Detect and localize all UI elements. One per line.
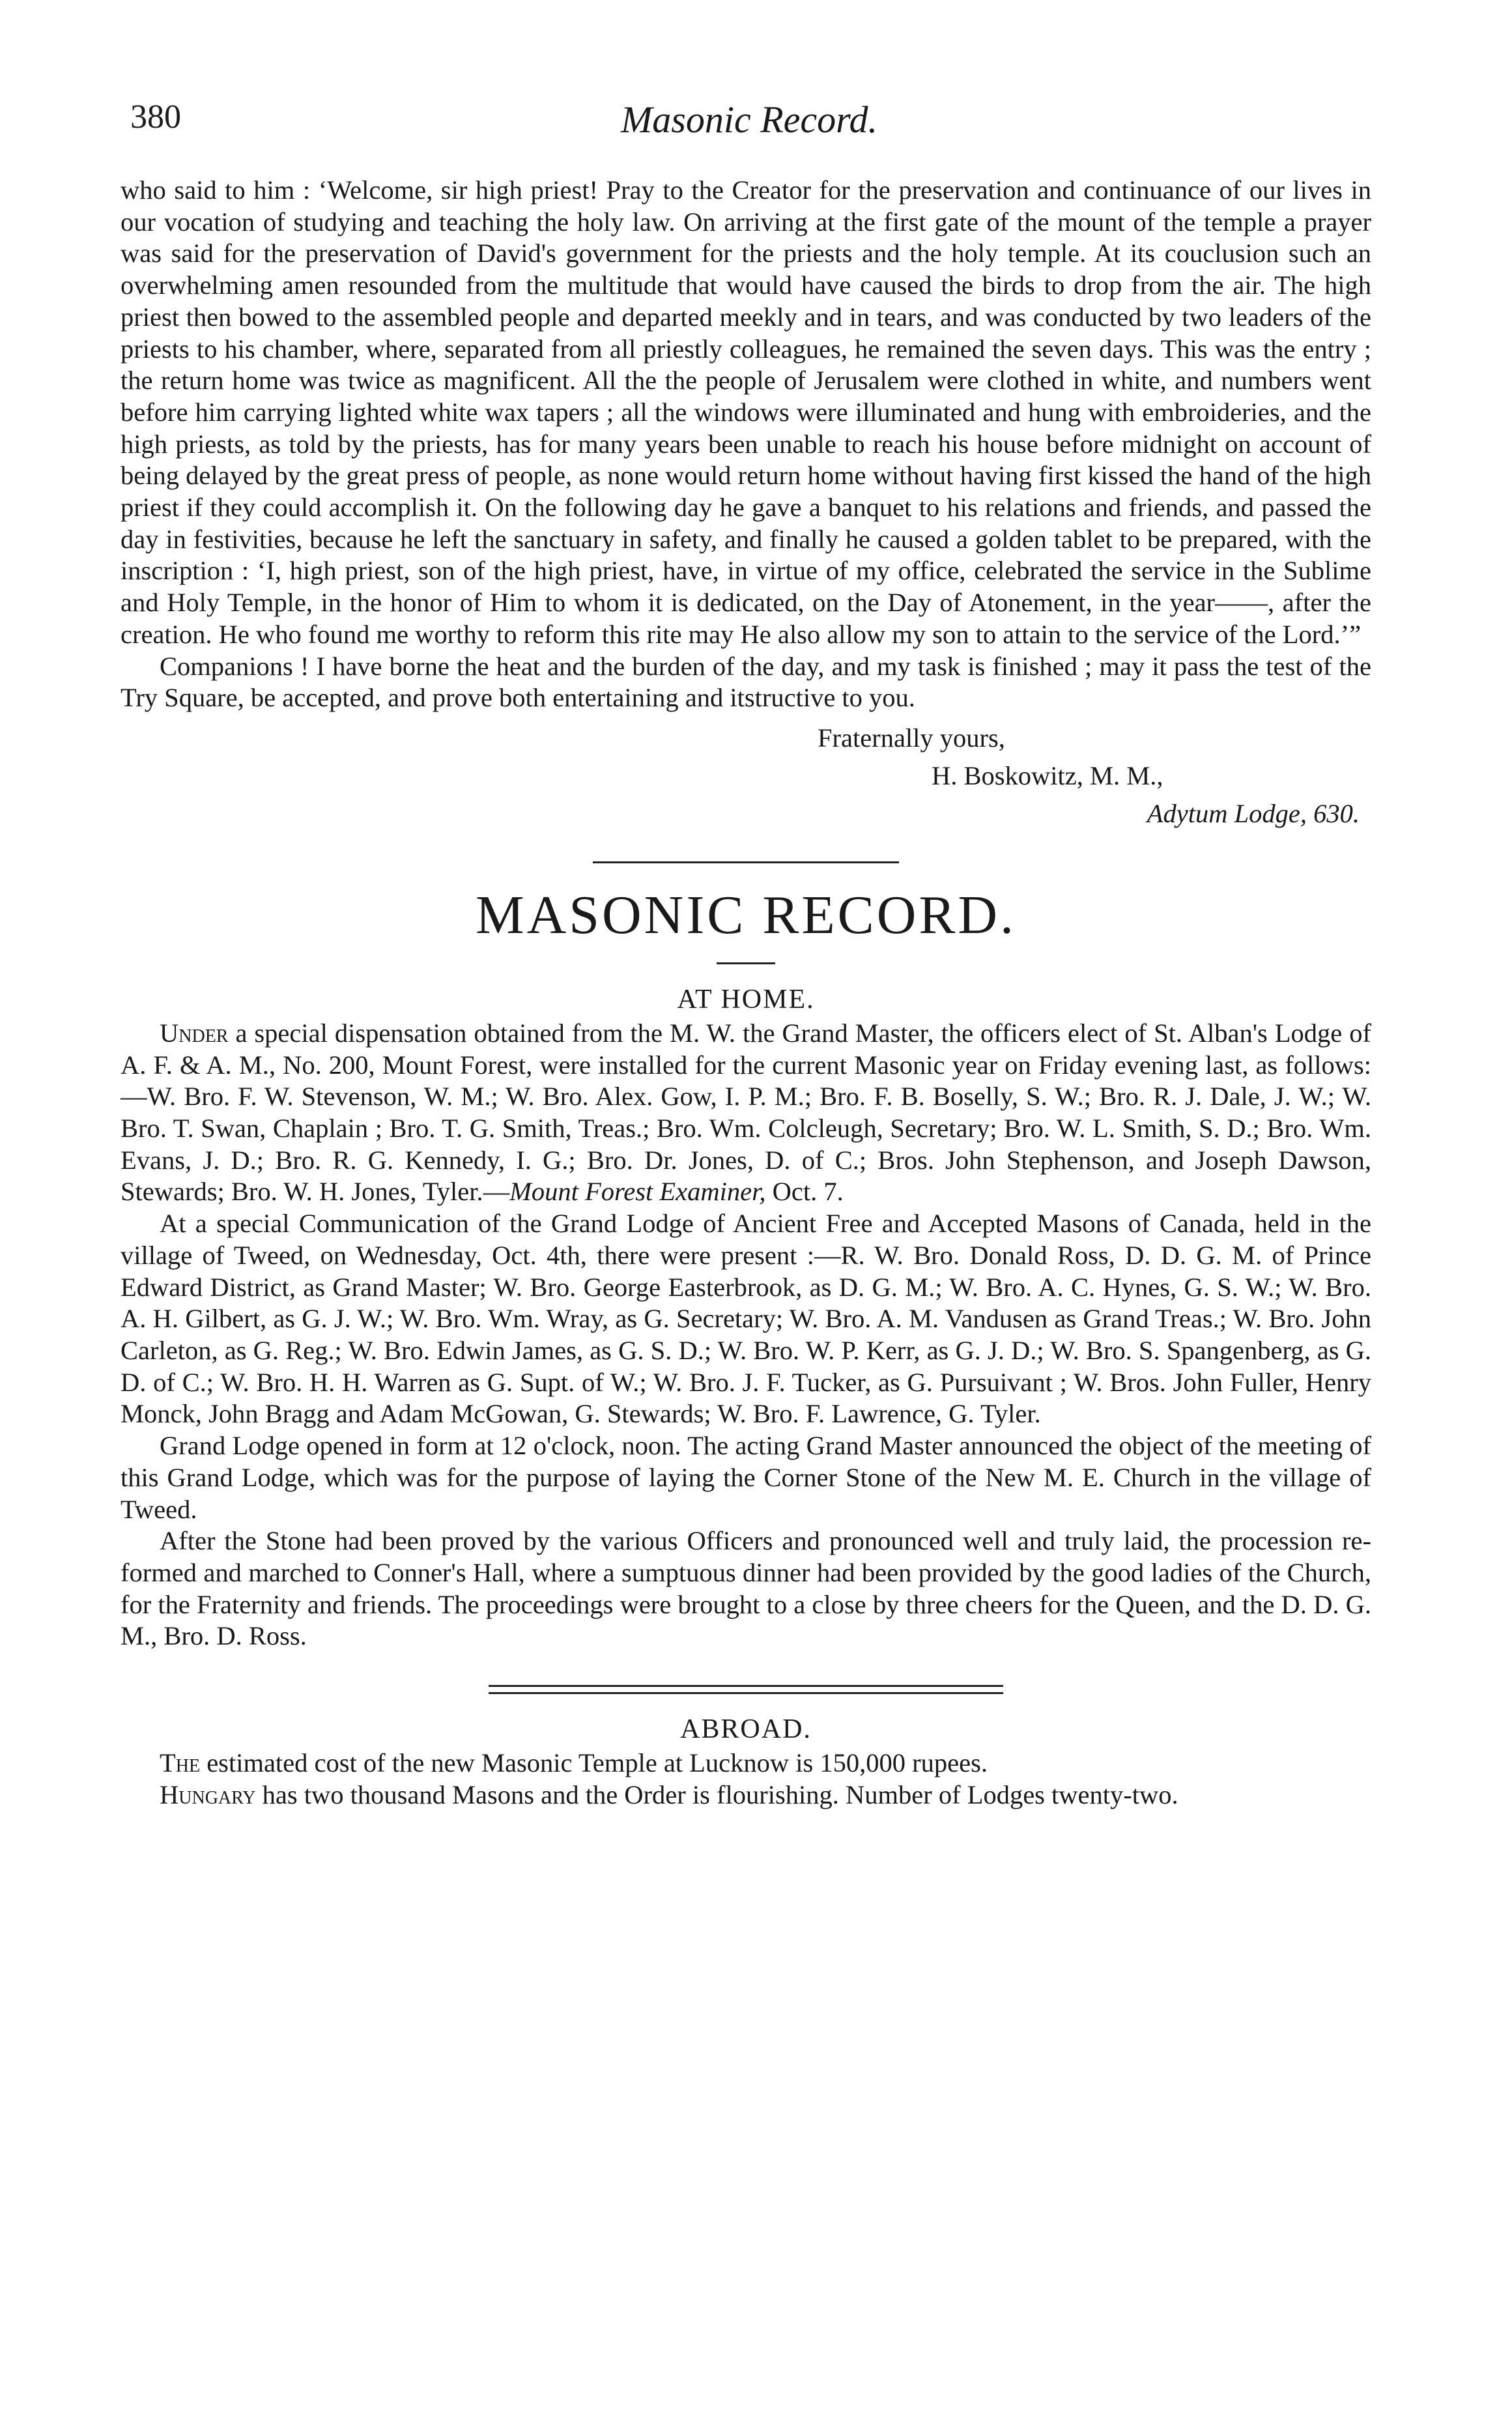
at-home-paragraph: At a special Communication of the Grand Lodge of Ancient Free and Accepted Masons of Canada, held in the village of Tweed, on Wednesday, Oct. 4th, there were present :—R. W. Bro. Donald Ross, D. D. G. M. of Prince Edward District, as Grand Master; W. Bro. George Easterbrook, as D. G. M.; W. Bro. A. C. Hynes, G. S. W.; W. Bro. A. H. Gilbert, as G. J. W.; W. Bro. Wm. Wray, as G. Secretary; W. Bro. A. M. Vandusen as Grand Treas.; W. Bro. John Carleton, as G. Reg.; W. Bro. Edwin James, as G. S. D.; W. Bro. W. P. Kerr, as G. J. D.; W. Bro. S. Spangenberg, as G. D. of C.; W. Bro. H. H. Warren as G. Supt. of W.; W. Bro. J. F. Tucker, as G. Pursuivant ; W. Bros. John Fuller, Henry Monck, John Bragg and Adam McGowan, G. Stewards; W. Bro. F. Lawrence, G. Tyler. bbox=[121, 1209, 1371, 1429]
letter-lodge: Adytum Lodge, 630. bbox=[1147, 798, 1360, 828]
lead-word: The bbox=[160, 1748, 201, 1778]
section-divider bbox=[593, 861, 899, 863]
at-home-paragraph bbox=[121, 1018, 1371, 1208]
at-home-paragraph: Grand Lodge opened in form at 12 o'clock, noon. The acting Grand Master announced the object of the meeting of this Grand Lodge, which was for the purpose of laying the Corner Stone of the New M. E. Church in the village of Tweed. bbox=[121, 1431, 1371, 1524]
lead-word: Hungary bbox=[160, 1779, 256, 1809]
paragraph-text: has two thousand Masons and the Order is flourishing. Number of Lodges twenty-two. bbox=[255, 1779, 1178, 1809]
letter-paragraph: who said to him : ‘Welcome, sir high priest! Pray to the Creator for the preservation and continuance of our lives in our vocation of studying and teaching the holy law. On arriving at the first gate of the mount of the temple a prayer was said for the preservation of David's government for the priests and the holy temple. At its couclusion such an overwhelming amen resounded from the multitude that would have caused the birds to drop from the air. The high priest then bowed to the assembled people and departed meekly and in tears, and was conducted by two leaders of the priests to his chamber, where, separated from all priestly colleagues, he remained the seven days. This was the entry ; the return home was twice as magnificent. All the the people of Jerusalem were clothed in white, and numbers went before him carrying lighted white wax tapers ; all the windows were illuminated and hung with embroideries, and the high priests, as told by the priests, has for many years been unable to reach his house before midnight on account of being delayed by the great press of people, as none would return home without having first kissed the hand of the high priest if they could accomplish it. On the following day he gave a banquet to his relations and friends, and passed the day in festivities, because he left the sanctuary in safety, and finally he caused a golden tablet to be prepared, with the inscription : ‘I, high priest, son of the high priest, have, in virtue of my office, celebrated the service in the Sublime and Holy Temple, in the honor of Him to whom it is dedicated, on the Day of Atonement, in the year——, after the creation. He who found me worthy to reform this rite may He also allow my son to attain to the service of the Lord.’” bbox=[121, 175, 1371, 649]
paragraph-text: a special dispensation obtained from the M. W. the Grand Master, the officers elect of St. Alban's Lodge of A. F. & A. M., No. 200, Mount Forest, were installed for the current Masonic year on Friday evening last, as follows:—W. Bro. F. W. Stevenson, W. M.; W. Bro. Alex. Gow, I. P. M.; Bro. F. B. Boselly, S. W.; Bro. R. J. Dale, J. W.; W. Bro. T. Swan, Chaplain ; Bro. T. G. Smith, Treas.; Bro. Wm. Colcleugh, Secretary; Bro. W. L. Smith, S. D.; Bro. Wm. Evans, J. D.; Bro. R. G. Kennedy, I. G.; Bro. Dr. Jones, D. of C.; Bros. John Stephenson, and Joseph Dawson, Stewards; Bro. W. H. Jones, Tyler.— bbox=[121, 1018, 1371, 1207]
double-rule-divider bbox=[489, 1685, 1003, 1694]
at-home-heading: AT HOME. bbox=[677, 984, 815, 1014]
paragraph-text: estimated cost of the new Masonic Temple at Lucknow is 150,000 rupees. bbox=[200, 1748, 988, 1778]
letter-signature: H. Boskowitz, M. M., bbox=[932, 760, 1163, 790]
running-title: Masonic Record. bbox=[620, 98, 878, 141]
page-number: 380 bbox=[130, 98, 181, 136]
title-underline bbox=[717, 962, 775, 964]
citation-date: Oct. 7. bbox=[765, 1177, 844, 1207]
letter-closing: Fraternally yours, bbox=[818, 723, 1005, 753]
at-home-paragraph: After the Stone had been proved by the various Officers and pronounced well and truly laid, the procession re-formed and marched to Conner's Hall, where a sumptuous dinner had been provided by the good ladies of the Church, for the Fraternity and friends. The proceedings were brought to a close by three cheers for the Queen, and the D. D. G. M., Bro. D. Ross. bbox=[121, 1526, 1371, 1651]
abroad-paragraph bbox=[121, 1748, 1371, 1779]
section-title: MASONIC RECORD. bbox=[475, 884, 1017, 945]
lead-word: Under bbox=[160, 1018, 229, 1048]
page-header bbox=[130, 98, 1368, 150]
letter-paragraph: Companions ! I have borne the heat and the burden of the day, and my task is finished ; may it pass the test of the Try Square, be accepted, and prove both entertaining and itstructive to you. bbox=[121, 651, 1371, 713]
source-citation: Mount Forest Examiner, bbox=[509, 1177, 766, 1207]
abroad-paragraph bbox=[121, 1779, 1371, 1811]
page-body bbox=[121, 175, 1371, 1811]
abroad-heading: ABROAD. bbox=[680, 1714, 812, 1745]
